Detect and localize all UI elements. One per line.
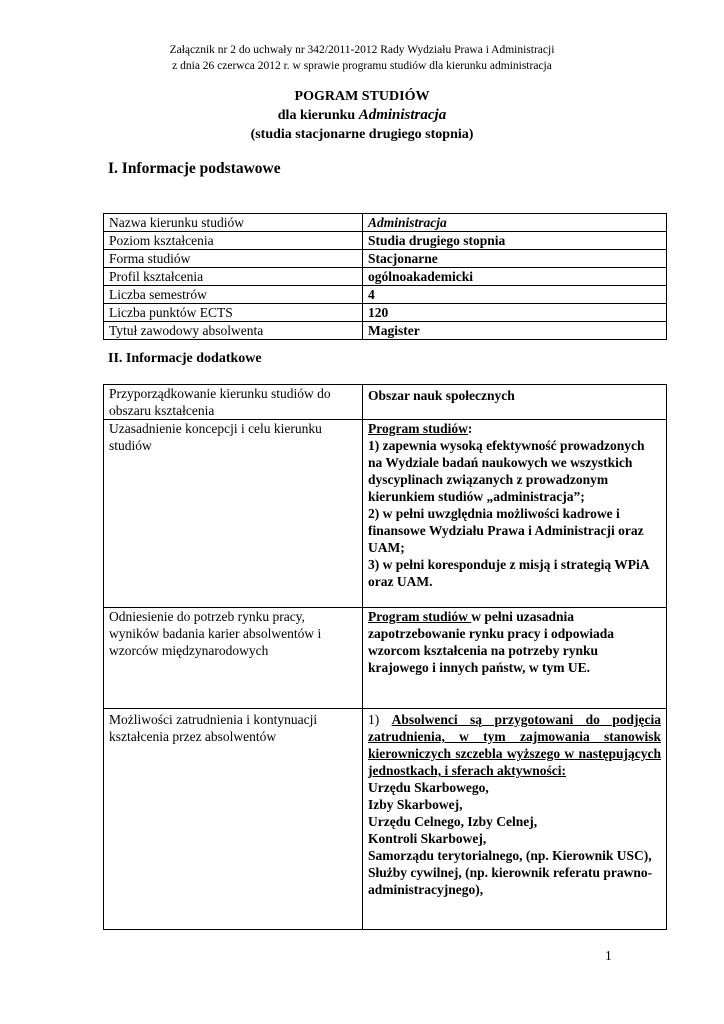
row-value-text: Obszar nauk społecznych <box>368 388 515 403</box>
paragraph: 3) w pełni koresponduje z misją i strategią WPiA oraz UAM. <box>368 557 649 589</box>
section-heading-basic-info: I. Informacje podstawowe <box>108 160 281 177</box>
title-line-2-italic: Administracja <box>358 107 447 123</box>
row-value: 4 <box>363 286 667 304</box>
table-row <box>104 322 667 340</box>
row-label: Uzasadnienie koncepcji i celu kierunku studiów <box>104 420 363 608</box>
row-value <box>363 420 667 608</box>
title-line-2-prefix: dla kierunku <box>277 108 359 123</box>
row-value <box>363 385 667 420</box>
row-value: Administracja <box>363 214 667 232</box>
paragraph: 2) w pełni uwzględnia możliwości kadrowe i finansowe Wydziału Prawa i Administracji oraz UAM; <box>368 506 644 555</box>
row-label: Liczba punktów ECTS <box>104 304 363 322</box>
table-row <box>104 232 667 250</box>
title-line-2 <box>0 106 724 125</box>
row-label: Poziom kształcenia <box>104 232 363 250</box>
table-row <box>104 214 667 232</box>
row-label: Odniesienie do potrzeb rynku pracy, wyników badania karier absolwentów i wzorców międzynarodowych <box>104 608 363 709</box>
row-value: Stacjonarne <box>363 250 667 268</box>
paragraph: 1) zapewnia wysoką efektywność prowadzonych na Wydziale badań naukowych we wszystkich dyscyplinach związanych z prowadzonym kierunkiem studiów „administracja”; <box>368 438 645 504</box>
row-label: Forma studiów <box>104 250 363 268</box>
row-label: Przyporządkowanie kierunku studiów do obszaru kształcenia <box>104 385 363 420</box>
list-item: Izby Skarbowej, <box>368 797 463 812</box>
row-label: Profil kształcenia <box>104 268 363 286</box>
row-value: Studia drugiego stopnia <box>363 232 667 250</box>
list-item: Kontroli Skarbowej, <box>368 831 487 846</box>
program-heading <box>368 420 661 437</box>
intro-number: 1) <box>368 712 392 727</box>
row-value: 120 <box>363 304 667 322</box>
page-number: 1 <box>605 948 612 963</box>
row-label: Możliwości zatrudnienia i kontynuacji kształcenia przez absolwentów <box>104 709 363 930</box>
basic-info-table <box>103 213 667 340</box>
row-label: Tytuł zawodowy absolwenta <box>104 322 363 340</box>
title-line-3: (studia stacjonarne drugiego stopnia) <box>250 127 474 142</box>
header-line-1: Załącznik nr 2 do uchwały nr 342/2011-2012 Rady Wydziału Prawa i Administracji <box>169 44 555 56</box>
list-item: Służby cywilnej, (np. kierownik referatu prawno-administracyjnego), <box>368 865 653 897</box>
program-label: Program studiów <box>368 609 472 624</box>
document-header-note <box>0 42 724 74</box>
program-label: Program studiów <box>368 421 468 436</box>
program-colon: : <box>467 421 473 436</box>
table-row <box>104 250 667 268</box>
table-row <box>104 286 667 304</box>
row-label: Liczba semestrów <box>104 286 363 304</box>
row-value: Magister <box>363 322 667 340</box>
table-row <box>104 709 667 930</box>
employment-intro <box>368 711 661 779</box>
section-heading-additional-info: II. Informacje dodatkowe <box>108 351 262 366</box>
row-value <box>363 709 667 930</box>
table-row <box>104 304 667 322</box>
document-title <box>0 87 724 144</box>
intro-text: Absolwenci są przygotowani do podjęcia zatrudnienia, w tym zajmowania stanowisk kierowniczych szczebla wyższego w następujących jednostkach, i sferach aktywności: <box>368 712 662 778</box>
additional-info-table <box>103 384 667 930</box>
header-line-2: z dnia 26 czerwca 2012 r. w sprawie programu studiów dla kierunku administracja <box>172 60 552 72</box>
list-item: Samorządu terytorialnego, (np. Kierownik USC), <box>368 848 652 863</box>
table-row <box>104 420 667 608</box>
table-row <box>104 608 667 709</box>
table-row <box>104 385 667 420</box>
row-value: ogólnoakademicki <box>363 268 667 286</box>
row-label: Nazwa kierunku studiów <box>104 214 363 232</box>
row-value <box>363 608 667 709</box>
list-item: Urzędu Celnego, Izby Celnej, <box>368 814 538 829</box>
title-line-1: POGRAM STUDIÓW <box>294 89 430 104</box>
row-value-text: w pełni uzasadnia zapotrzebowanie rynku pracy i odpowiada wzorcom kształcenia na potrzeby rynku krajowego i innych państw, w tym UE. <box>368 609 615 675</box>
table-row <box>104 268 667 286</box>
list-item: Urzędu Skarbowego, <box>368 780 489 795</box>
